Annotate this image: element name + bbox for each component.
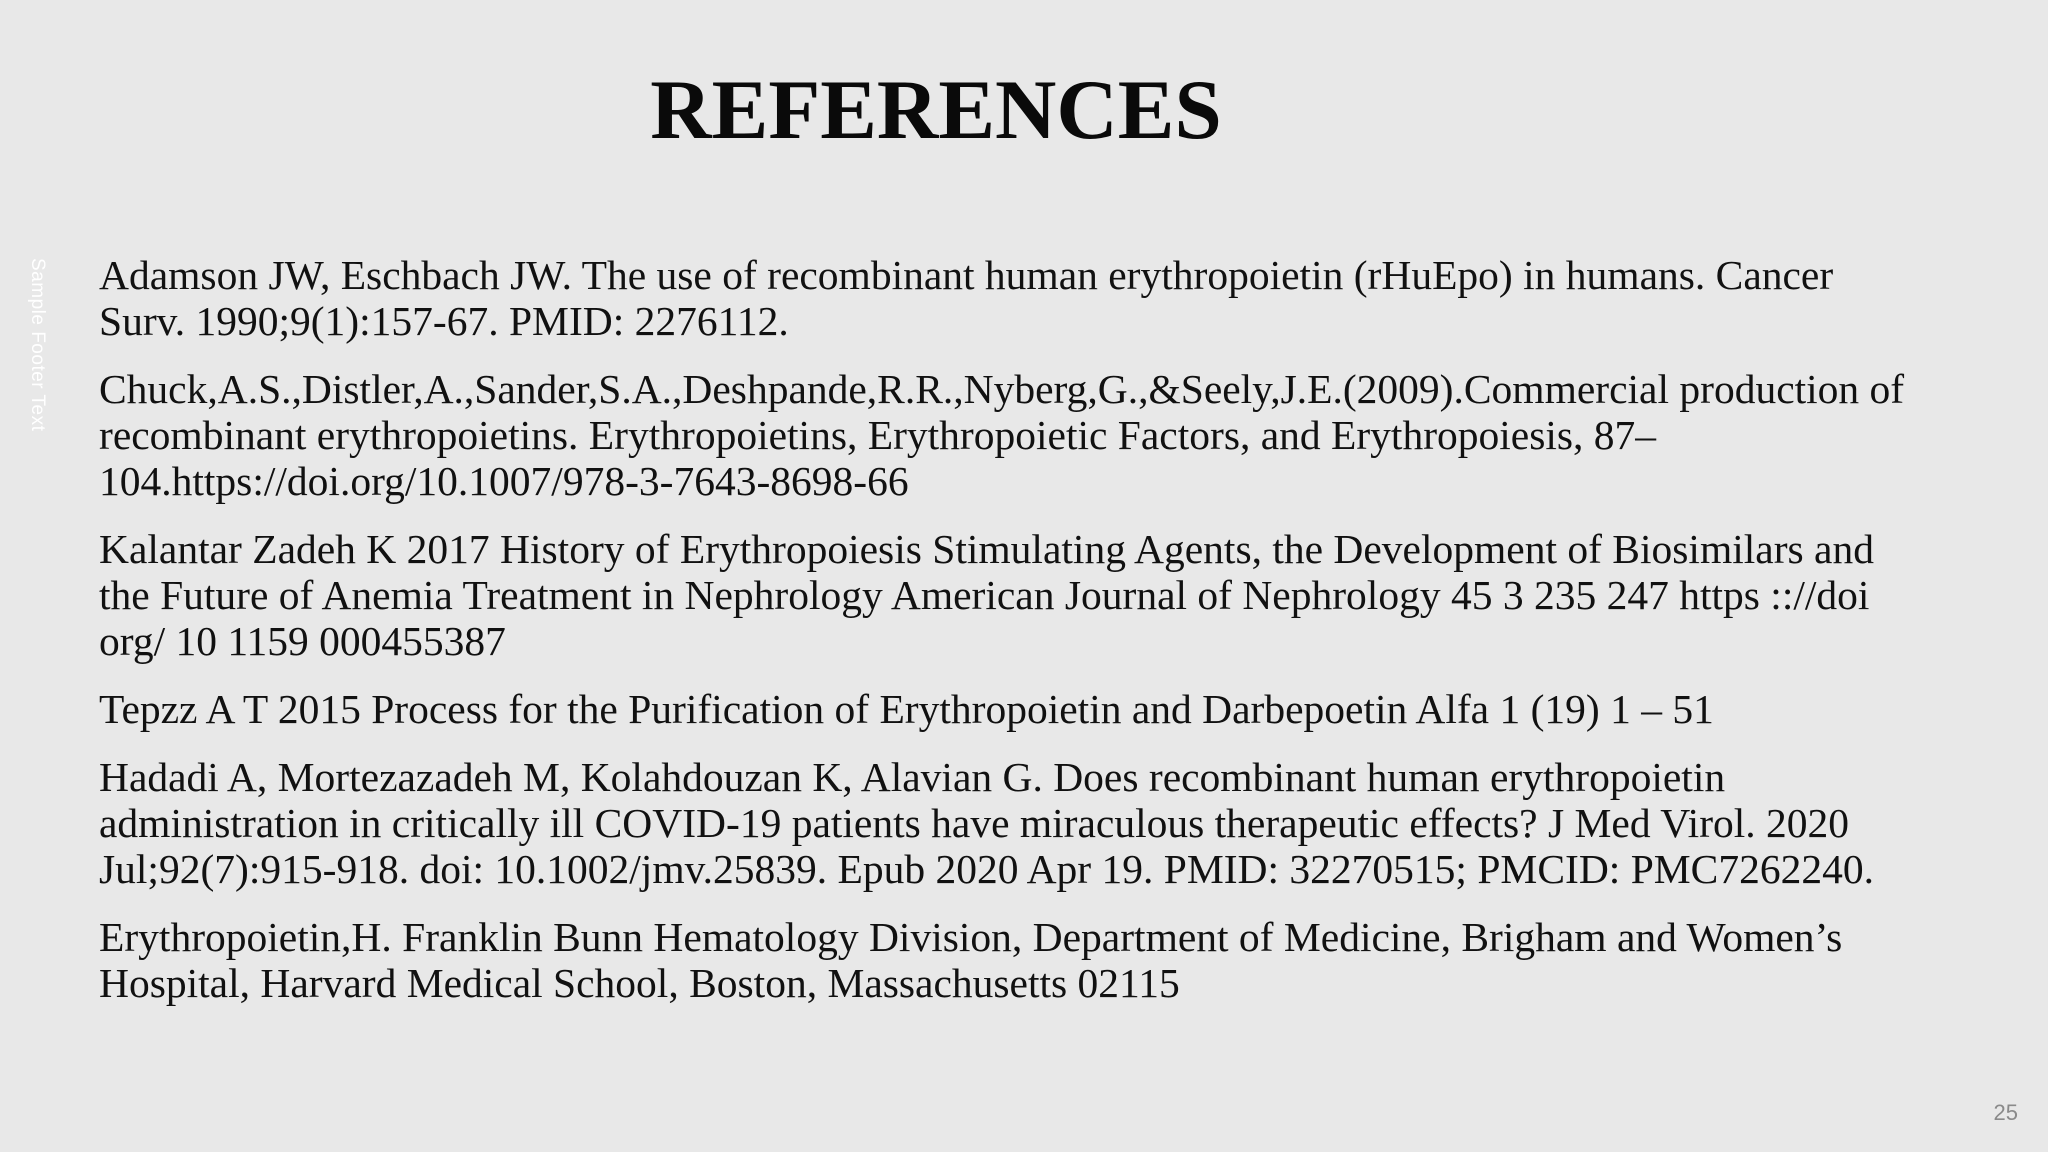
reference-item: Tepzz A T 2015 Process for the Purification of Erythropoietin and Darbepoetin Alfa 1 (19) 1 – 51 xyxy=(99,686,1714,732)
reference-item: Adamson JW, Eschbach JW. The use of recombinant human erythropoietin (rHuEpo) in humans. Cancer Surv. 1990;9(1):157-67. PMID: 2276112. xyxy=(99,252,1834,344)
reference-list xyxy=(99,252,1929,1028)
reference-item: Chuck,A.S.,Distler,A.,Sander,S.A.,Deshpande,R.R.,Nyberg,G.,&Seely,J.E.(2009).Commercial production of recombinant erythropoietins. Erythropoietins, Erythropoietic Factors, and Erythropoiesis, 87–104.https://doi.org/10.1007/978-3-7643-8698-66 xyxy=(99,366,1905,504)
reference-item: Erythropoietin,H. Franklin Bunn Hematology Division, Department of Medicine, Brigham and Women’s Hospital, Harvard Medical School, Boston, Massachusetts 02115 xyxy=(99,914,1843,1006)
footer-text: Sample Footer Text xyxy=(27,258,48,432)
reference-item: Hadadi A, Mortezazadeh M, Kolahdouzan K, Alavian G. Does recombinant human erythropoietin administration in critically ill COVID-19 patients have miraculous therapeutic effects? J Med Virol. 2020 Jul;92(7):915-918. doi: 10.1002/jmv.25839. Epub 2020 Apr 19. PMID: 32270515; PMCID: PMC7262240. xyxy=(99,754,1874,892)
slide-title: REFERENCES xyxy=(650,63,1222,157)
slide-number: 25 xyxy=(1993,1100,2018,1125)
reference-item: Kalantar Zadeh K 2017 History of Erythropoiesis Stimulating Agents, the Development of Biosimilars and the Future of Anemia Treatment in Nephrology American Journal of Nephrology 45 3 235 247 https :://doi org/ 10 1159 000455387 xyxy=(99,526,1874,664)
